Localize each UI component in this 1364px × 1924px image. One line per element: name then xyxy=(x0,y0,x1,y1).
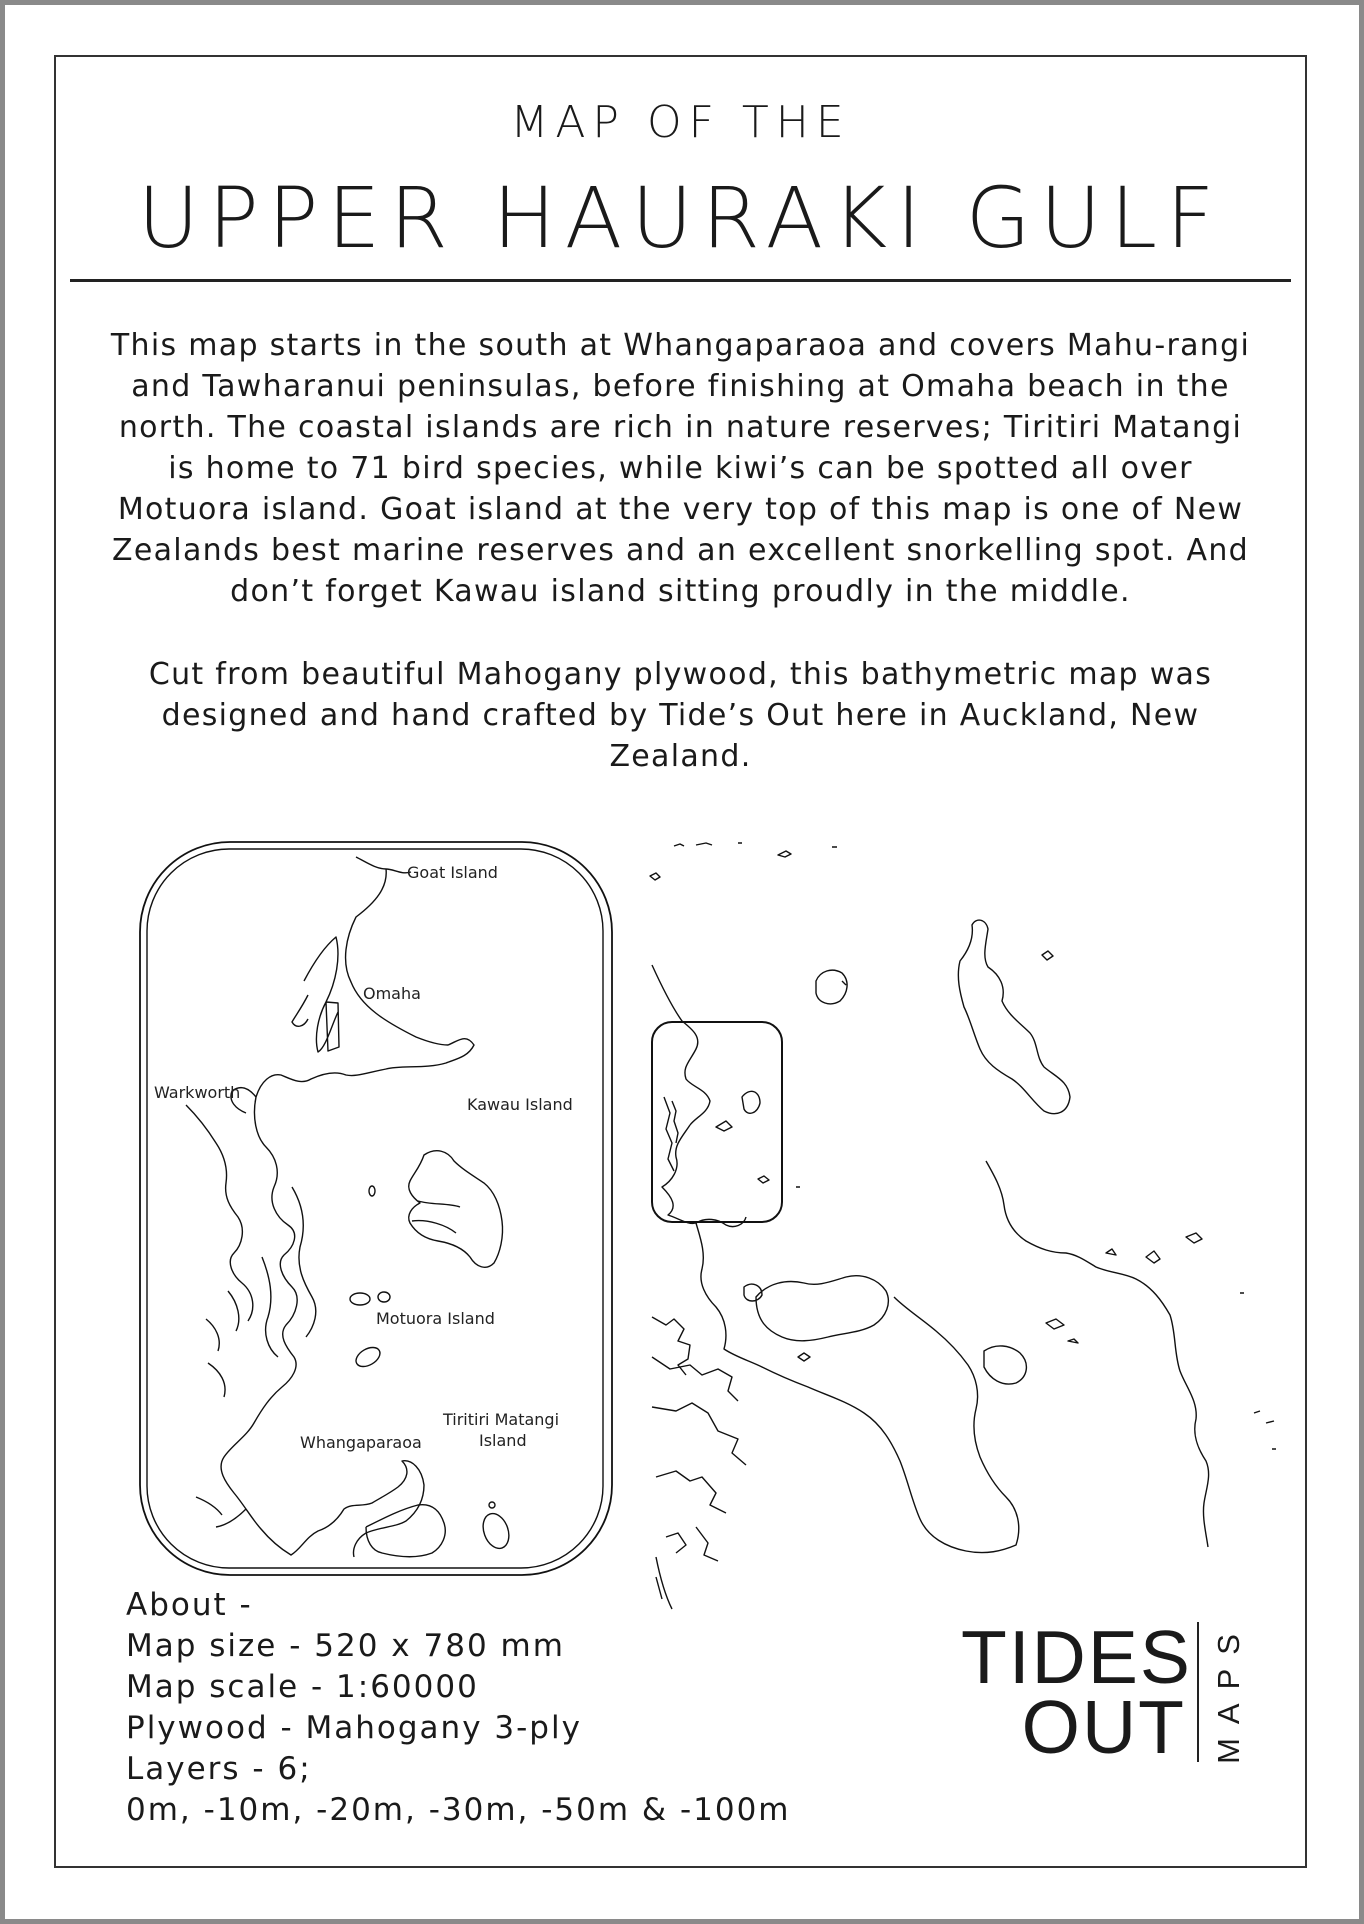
inset-omaha-estuary xyxy=(292,937,339,1052)
poster-frame xyxy=(54,55,1307,1868)
label-goat-island: Goat Island xyxy=(407,863,498,882)
overview-little-barrier xyxy=(816,970,847,1004)
inset-kawau-island xyxy=(409,1151,503,1268)
overview-top-islets xyxy=(650,843,837,880)
about-section xyxy=(126,1585,791,1831)
logo-line-2: OUT xyxy=(1021,1685,1186,1769)
overview-inner-gulf-islands xyxy=(984,1319,1078,1384)
about-layers: Layers - 6; xyxy=(126,1751,312,1787)
inset-map xyxy=(140,842,612,1575)
inset-motuora-island xyxy=(353,1344,384,1371)
overview-highlight-box xyxy=(652,1022,782,1222)
inset-warkworth-river xyxy=(186,1088,256,1321)
overview-east-coast xyxy=(986,1161,1276,1547)
pretitle: MAP OF THE xyxy=(510,97,851,148)
inset-islet-2 xyxy=(378,1292,390,1302)
inset-islet-4 xyxy=(489,1502,495,1508)
label-warkworth: Warkworth xyxy=(154,1083,241,1102)
label-motuora-island: Motuora Island xyxy=(376,1309,495,1328)
logo-line-1: TIDES xyxy=(961,1615,1192,1699)
inset-mahurangi-harbour xyxy=(206,1187,316,1397)
about-depths: 0m, -10m, -20m, -30m, -50m & -100m xyxy=(126,1792,791,1828)
inset-whangaparaoa xyxy=(196,1497,445,1557)
overview-great-barrier xyxy=(958,920,1070,1114)
about-heading: About - xyxy=(126,1587,253,1623)
page-title: UPPER HAURAKI GULF xyxy=(137,169,1224,267)
logo-side-text: MAPS xyxy=(1211,1620,1246,1764)
description-paragraph-2: Cut from beautiful Mahogany plywood, this bathymetric map was designed and hand crafted by Tide’s Out here in Auckland, New Zealand. xyxy=(148,657,1213,774)
logo-divider xyxy=(1197,1622,1199,1762)
label-whangaparaoa: Whangaparaoa xyxy=(300,1433,422,1452)
label-omaha: Omaha xyxy=(363,984,421,1003)
tides-out-logo xyxy=(961,1615,1246,1769)
overview-central-islands xyxy=(744,1276,888,1361)
inset-coastline xyxy=(221,857,474,1557)
about-map-scale: Map scale - 1:60000 xyxy=(126,1669,479,1705)
inset-outer-border xyxy=(140,842,612,1575)
label-kawau-island: Kawau Island xyxy=(467,1095,573,1114)
map-poster xyxy=(5,5,1359,1919)
inset-islet-3 xyxy=(369,1186,375,1196)
inset-inner-border xyxy=(147,849,603,1568)
about-plywood: Plywood - Mahogany 3-ply xyxy=(126,1710,582,1746)
label-tiritiri-line1: Tiritiri Matangi xyxy=(443,1410,560,1429)
description-paragraph-1: This map starts in the south at Whangaparaoa and covers Mahu-rangi and Tawharanui peninsulas, before finishing at Omaha beach in the north. The coastal islands are rich in nature reserves; Tiritiri Matangi is home to 71 bird species, while kiwi’s can be spotted all over Motuora island. Goat island at the very top of this map is one of New Zealands best marine reserves and an excellent snorkelling spot. And don’t forget Kawau island sitting proudly in the middle. xyxy=(110,328,1251,609)
overview-mainland xyxy=(652,1223,1019,1599)
label-tiritiri-line2: Island xyxy=(479,1431,527,1450)
overview-north-coast xyxy=(652,965,710,1125)
overview-map xyxy=(650,843,1276,1609)
overview-boxed-coast xyxy=(662,1091,800,1226)
about-map-size: Map size - 520 x 780 mm xyxy=(126,1628,565,1664)
inset-islet-1 xyxy=(350,1293,370,1305)
inset-tiritiri-island xyxy=(479,1510,514,1552)
